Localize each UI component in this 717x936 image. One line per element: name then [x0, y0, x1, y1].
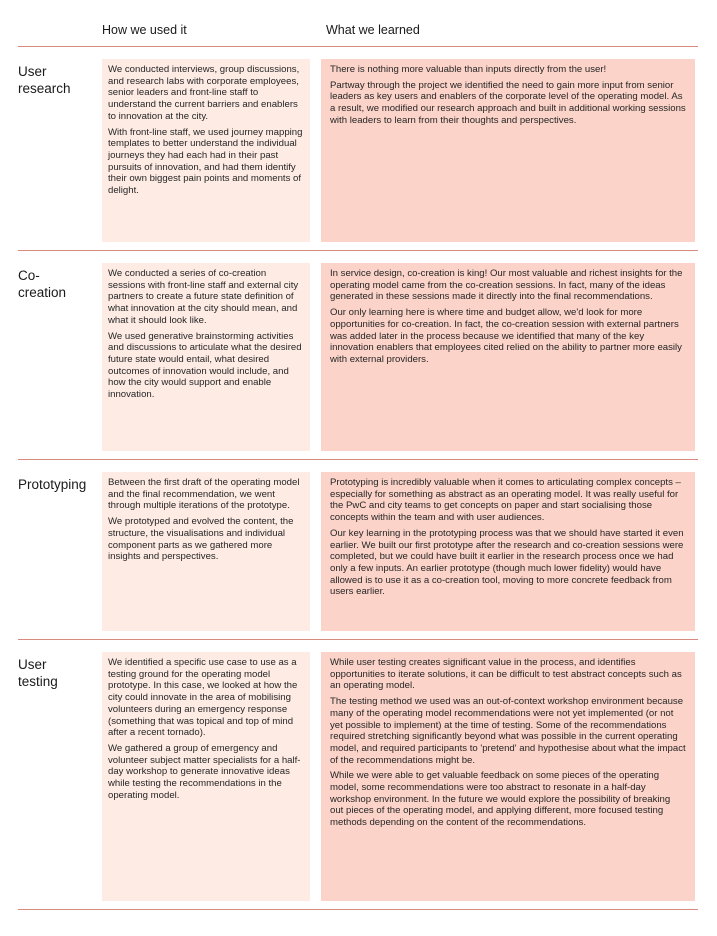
- row-label: Prototyping: [18, 477, 87, 492]
- cell-paragraph: In service design, co-creation is king! Our most valuable and richest insights for the operating model came from the co-creation sessions. In fact, many of the ideas generated in these sessions made it directly into the final recommendations.: [330, 268, 683, 303]
- cell-paragraph: Between the first draft of the operating model and the final recommendation, we went through multiple iterations of the prototype.: [108, 477, 300, 512]
- cell-paragraph: We conducted interviews, group discussions, and research labs with corporate employees, senior leaders and front-line staff to understand the current barriers and enablers to innovation at the city.: [108, 64, 300, 122]
- column-header-what-we-learned: What we learned: [326, 23, 420, 37]
- column-header-how-we-used-it: How we used it: [102, 23, 187, 37]
- row-label: User testing: [18, 657, 58, 689]
- cell-paragraph: We identified a specific use case to use as a testing ground for the operating model prototype. In this case, we looked at how the city could innovate in the area of mobilising volunteers during an emergency response (something that was topical and top of mind after a recent tornado).: [108, 657, 298, 739]
- table-row-prototyping: [18, 460, 698, 640]
- row-label: Co-creation: [18, 268, 67, 300]
- what-we-learned-cell: [321, 652, 695, 901]
- cell-paragraph: We used generative brainstorming activities and discussions to articulate what the desired future state would entail, what desired outcomes of innovation would include, and how the city would support and enable innovation.: [108, 330, 302, 401]
- cell-paragraph: We gathered a group of emergency and volunteer subject matter specialists for a half-day workshop to generate innovative ideas while testing the recommendations in the operating model.: [108, 742, 301, 801]
- how-we-used-it-cell: [102, 59, 310, 242]
- table-row-user-research: [18, 47, 698, 251]
- what-we-learned-cell: [321, 263, 695, 451]
- table-header: [18, 0, 698, 47]
- cell-paragraph: There is nothing more valuable than inputs directly from the user!: [330, 64, 607, 75]
- what-we-learned-cell: [321, 59, 695, 242]
- cell-paragraph: Our key learning in the prototyping process was that we should have started it even earlier. We built our first prototype after the research and co-creation sessions were completed, but we could have built it earlier in the research process once we had only a few inputs. An earlier prototype (though much lower fidelity) would have allowed is to use it as a co-creation tool, moving to more concrete feedback from users earlier.: [330, 527, 684, 598]
- cell-paragraph: Our only learning here is where time and budget allow, we'd look for more opportunities for co-creation. In fact, the co-creation session with external partners was added later in the process because we identified that many of the key innovation enablers that employees cited relied on the ability to partner more easily with external providers.: [330, 307, 682, 365]
- table: [18, 0, 698, 910]
- cell-paragraph: Partway through the project we identified the need to gain more input from senior leaders as key users and enablers of the corporate level of the operating model. As a result, we modified our research approach and built in additional working sessions with leaders to learn from their thoughts and perspectives.: [330, 79, 686, 126]
- how-we-used-it-cell: [102, 472, 310, 631]
- what-we-learned-cell: [321, 472, 695, 631]
- row-label: User research: [18, 64, 71, 96]
- table-row-co-creation: [18, 251, 698, 460]
- how-we-used-it-cell: [102, 652, 310, 901]
- cell-paragraph: We conducted a series of co-creation sessions with front-line staff and external city partners to create a future state definition of what innovation at the city should mean, and what it should look like.: [108, 268, 299, 326]
- cell-paragraph: While user testing creates significant value in the process, and identifies opportunities to iterate solutions, it can be difficult to test abstract concepts such as an operating model.: [330, 657, 682, 692]
- cell-paragraph: While we were able to get valuable feedback on some pieces of the operating model, some recommendations were too abstract to resonate in a half-day workshop environment. In the future we would explore the possibility of breaking out pieces of the operating model, and applying different, more focused testing methods depending on the content of the recommendations.: [330, 770, 671, 829]
- cell-paragraph: The testing method we used was an out-of-context workshop environment because many of the operating model recommendations were not yet implemented (or not yet possible to implement) at the time of testing. Some of the recommendations required stretching significantly beyond what was possible in the current operating model, and required participants to 'pretend' and hypothesise about what the impact of the recommendations might be.: [330, 696, 686, 766]
- cell-paragraph: We prototyped and evolved the content, the structure, the visualisations and individual component parts as we gathered more insights and perspectives.: [108, 516, 294, 563]
- how-we-used-it-cell: [102, 263, 310, 451]
- table-row-user-testing: [18, 640, 698, 910]
- cell-paragraph: With front-line staff, we used journey mapping templates to better understand the individual journeys they had each had in their past pursuits of innovation, and had them identify their own biggest pain points and moments of delight.: [108, 126, 303, 197]
- cell-paragraph: Prototyping is incredibly valuable when it comes to articulating complex concepts – especially for something as abstract as an operating model. It was really useful for the PwC and city teams to get concepts on paper and start socialising those concepts within the team and with user audiences.: [330, 477, 681, 524]
